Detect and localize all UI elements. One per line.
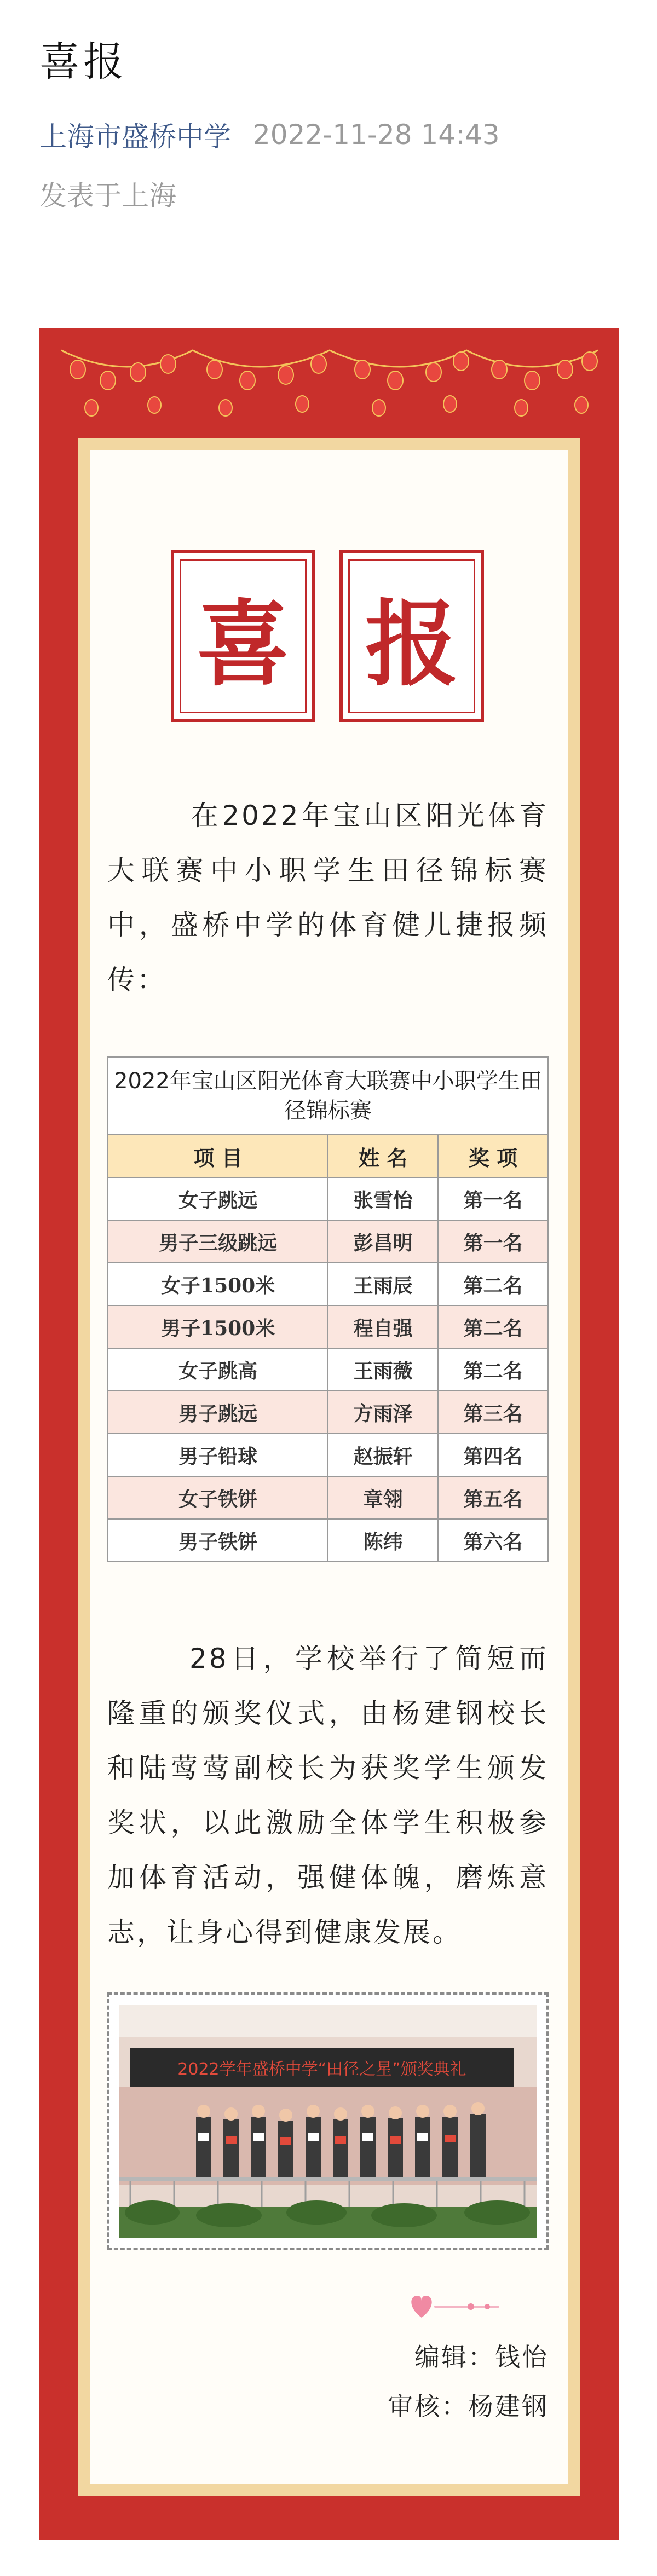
table-row — [108, 1519, 548, 1562]
publish-date: 2022-11-28 14:43 — [253, 119, 500, 151]
table-row — [108, 1476, 548, 1519]
column-header: 奖 项 — [438, 1135, 548, 1177]
event-cell: 女子1500米 — [108, 1263, 328, 1306]
article-title: 喜报 — [39, 38, 127, 85]
award-cell: 第二名 — [438, 1348, 548, 1391]
athlete-cell: 彭昌明 — [328, 1220, 438, 1263]
table-caption: 2022年宝山区阳光体育大联赛中小职学生田径锦标赛 — [108, 1057, 548, 1135]
results-table — [107, 1056, 549, 1562]
event-cell: 男子三级跳远 — [108, 1220, 328, 1263]
table-row — [108, 1220, 548, 1263]
intro-paragraph — [107, 788, 549, 1007]
event-cell: 男子跳远 — [108, 1391, 328, 1434]
athlete-cell: 章翎 — [328, 1476, 438, 1519]
athlete-cell: 方雨泽 — [328, 1391, 438, 1434]
event-cell: 女子铁饼 — [108, 1476, 328, 1519]
award-cell: 第二名 — [438, 1263, 548, 1306]
ceremony-photo-frame — [107, 1992, 549, 2250]
ceremony-paragraph — [107, 1631, 549, 1960]
athlete-cell: 王雨薇 — [328, 1348, 438, 1391]
award-cell: 第一名 — [438, 1177, 548, 1220]
lantern-string-decoration — [56, 339, 603, 421]
editor-credit: 编辑：钱怡 — [414, 2342, 549, 2372]
publish-location: 发表于上海 — [39, 180, 176, 212]
column-header: 项 目 — [108, 1135, 328, 1177]
ceremony-photo-illustration — [119, 2005, 537, 2238]
headline-badge-xi — [171, 550, 315, 722]
ceremony-photo[interactable] — [119, 2005, 537, 2238]
award-cell: 第一名 — [438, 1220, 548, 1263]
award-cell: 第六名 — [438, 1519, 548, 1562]
column-header: 姓 名 — [328, 1135, 438, 1177]
article-meta — [39, 115, 500, 154]
table-row — [108, 1391, 548, 1434]
account-name-link[interactable]: 上海市盛桥中学 — [39, 121, 231, 153]
athlete-cell: 赵振轩 — [328, 1434, 438, 1476]
award-cell: 第二名 — [438, 1306, 548, 1348]
badge-char: 报 — [365, 589, 458, 699]
athlete-cell: 陈纬 — [328, 1519, 438, 1562]
ceremony-text: 28日，学校举行了简短而隆重的颁奖仪式，由杨建钢校长和陆莺莺副校长为获奖学生颁发奖状，以此激励全体学生积极参加体育活动，强健体魄，磨炼意志，让身心得到健康发展。 — [107, 1643, 549, 1948]
event-cell: 女子跳高 — [108, 1348, 328, 1391]
heart-divider-icon — [405, 2290, 504, 2323]
athlete-cell: 张雪怡 — [328, 1177, 438, 1220]
event-cell: 男子铁饼 — [108, 1519, 328, 1562]
reviewer-credit: 审核：杨建钢 — [388, 2392, 549, 2421]
photo-banner-text: 2022学年盛桥中学“田径之星”颁奖典礼 — [177, 2060, 466, 2079]
award-cell: 第三名 — [438, 1391, 548, 1434]
article-header — [0, 0, 657, 307]
table-row — [108, 1263, 548, 1306]
event-cell: 女子跳远 — [108, 1177, 328, 1220]
table-row — [108, 1434, 548, 1476]
table-row — [108, 1348, 548, 1391]
badge-char: 喜 — [196, 589, 290, 699]
event-cell: 男子铅球 — [108, 1434, 328, 1476]
award-cell: 第五名 — [438, 1476, 548, 1519]
headline-badge-bao — [339, 550, 484, 722]
event-cell: 男子1500米 — [108, 1306, 328, 1348]
table-row — [108, 1177, 548, 1220]
table-row — [108, 1306, 548, 1348]
intro-text: 在2022年宝山区阳光体育大联赛中小职学生田径锦标赛中，盛桥中学的体育健儿捷报频传： — [107, 800, 549, 996]
athlete-cell: 王雨辰 — [328, 1263, 438, 1306]
athlete-cell: 程自强 — [328, 1306, 438, 1348]
award-cell: 第四名 — [438, 1434, 548, 1476]
